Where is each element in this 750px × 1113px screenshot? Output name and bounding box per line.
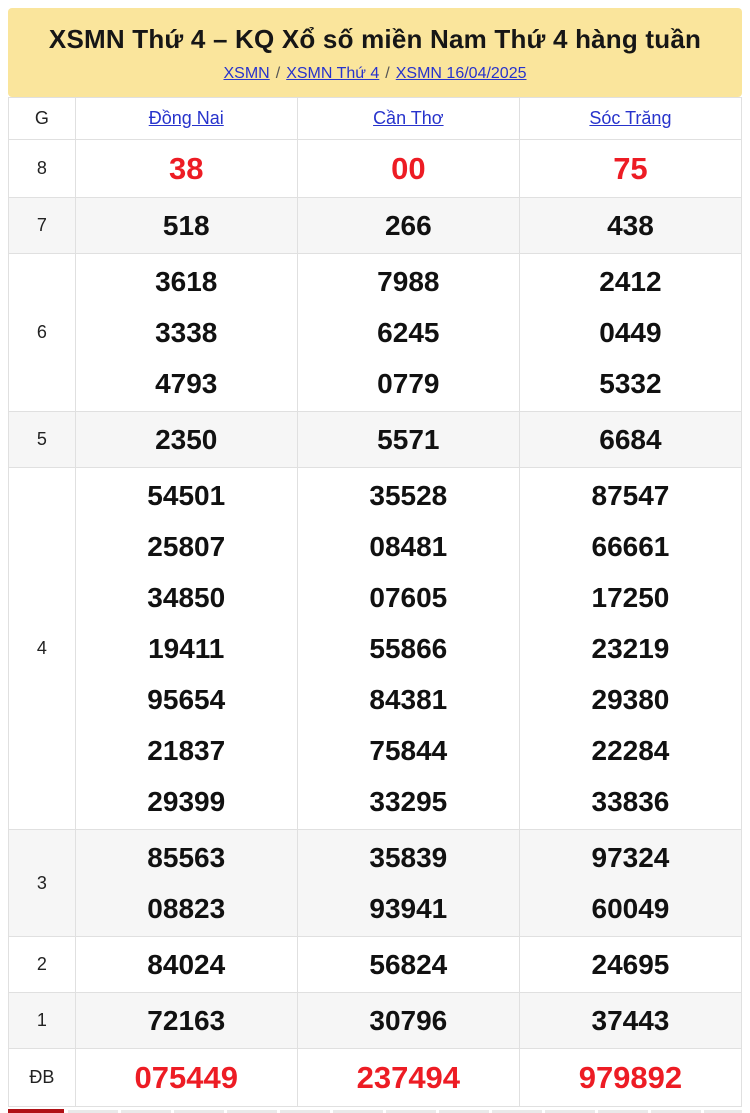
column-header-soc-trang	[519, 98, 741, 140]
prize-cell	[75, 830, 297, 937]
prize-number: 37443	[591, 1005, 670, 1036]
prize-number: 08481	[369, 531, 448, 562]
prize-cell	[75, 993, 297, 1049]
prize-number: 6245	[377, 317, 440, 348]
prize-number: 97324	[591, 842, 670, 873]
prize-number: 23219	[591, 633, 670, 664]
prize-number: 33836	[591, 786, 670, 817]
prize-number: 66661	[591, 531, 670, 562]
prize-cell	[75, 140, 297, 198]
prize-number: 21837	[147, 735, 226, 766]
prize-number: 266	[384, 210, 432, 241]
prize-cell	[297, 254, 519, 412]
cutoff-next-section	[8, 1108, 742, 1113]
prize-number: 08823	[147, 893, 226, 924]
dong-nai-link[interactable]: Đồng Nai	[148, 108, 224, 128]
prize-tier-label: 8	[9, 140, 76, 198]
prize-row-5	[9, 412, 742, 468]
prize-row-ĐB	[9, 1049, 742, 1107]
prize-cell	[519, 412, 741, 468]
prize-number: 33295	[369, 786, 448, 817]
prize-number: 24695	[591, 949, 670, 980]
prize-number: 75	[613, 151, 648, 186]
prize-cell	[75, 937, 297, 993]
prize-cell	[75, 468, 297, 830]
prize-number: 07605	[369, 582, 448, 613]
breadcrumb-link-xsmn[interactable]: XSMN	[223, 65, 270, 82]
prize-tier-label: 6	[9, 254, 76, 412]
prize-row-4	[9, 468, 742, 830]
breadcrumb-link-xsmn-date[interactable]: XSMN 16/04/2025	[395, 65, 527, 82]
prize-row-2	[9, 937, 742, 993]
prize-number: 84381	[369, 684, 448, 715]
prize-tier-label: 3	[9, 830, 76, 937]
active-tab-underline	[8, 1109, 64, 1113]
prize-number: 35839	[369, 842, 448, 873]
prize-number: 2412	[599, 266, 662, 297]
prize-number: 56824	[369, 949, 448, 980]
prize-cell	[75, 412, 297, 468]
prize-cell	[297, 937, 519, 993]
prize-row-6	[9, 254, 742, 412]
prize-tier-label: 1	[9, 993, 76, 1049]
breadcrumb-separator: /	[275, 65, 281, 82]
prize-cell	[297, 830, 519, 937]
prize-number: 25807	[147, 531, 226, 562]
prize-cell	[297, 468, 519, 830]
prize-cell	[75, 254, 297, 412]
breadcrumb-separator: /	[385, 65, 390, 82]
prize-number: 75844	[369, 735, 448, 766]
prize-number: 29399	[147, 786, 226, 817]
prize-number: 30796	[369, 1005, 448, 1036]
results-header-row	[9, 98, 742, 140]
prize-number: 979892	[578, 1060, 683, 1095]
prize-cell	[519, 254, 741, 412]
prize-row-7	[9, 198, 742, 254]
prize-number: 38	[168, 151, 204, 186]
header-panel	[8, 8, 742, 97]
prize-number: 4793	[155, 368, 218, 399]
prize-number: 84024	[147, 949, 226, 980]
prize-tier-label: 2	[9, 937, 76, 993]
prize-number: 6684	[599, 424, 662, 455]
corner-header-g: G	[9, 98, 76, 140]
prize-cell	[519, 993, 741, 1049]
prize-number: 55866	[369, 633, 448, 664]
prize-number: 0779	[377, 368, 440, 399]
prize-number: 35528	[369, 480, 448, 511]
prize-number: 60049	[591, 893, 670, 924]
prize-tier-label: ĐB	[9, 1049, 76, 1107]
prize-cell	[297, 198, 519, 254]
prize-cell	[297, 1049, 519, 1107]
column-header-dong-nai	[75, 98, 297, 140]
prize-number: 72163	[147, 1005, 226, 1036]
results-body	[9, 140, 742, 1107]
page-title: XSMN Thứ 4 – KQ Xổ số miền Nam Thứ 4 hàng tuần	[48, 24, 702, 54]
prize-number: 22284	[591, 735, 670, 766]
prize-cell	[519, 937, 741, 993]
prize-number: 0449	[599, 317, 662, 348]
prize-row-3	[9, 830, 742, 937]
prize-number: 075449	[134, 1060, 238, 1095]
prize-tier-label: 7	[9, 198, 76, 254]
prize-tier-label: 4	[9, 468, 76, 830]
prize-cell	[75, 1049, 297, 1107]
prize-cell	[297, 140, 519, 198]
prize-number: 518	[162, 210, 210, 241]
prize-cell	[519, 140, 741, 198]
prize-number: 3338	[155, 317, 218, 348]
prize-number: 85563	[147, 842, 226, 873]
prize-number: 438	[607, 210, 654, 241]
prize-cell	[519, 1049, 741, 1107]
prize-number: 93941	[369, 893, 448, 924]
results-table	[8, 97, 742, 1107]
breadcrumb	[18, 64, 732, 83]
prize-cell	[75, 198, 297, 254]
prize-cell	[297, 993, 519, 1049]
prize-number: 19411	[148, 633, 225, 664]
prize-cell	[519, 468, 741, 830]
prize-row-1	[9, 993, 742, 1049]
prize-number: 34850	[147, 582, 226, 613]
prize-number: 00	[391, 151, 426, 186]
prize-number: 5571	[377, 424, 440, 455]
prize-number: 7988	[377, 266, 440, 297]
prize-number: 29380	[591, 684, 670, 715]
prize-number: 237494	[356, 1060, 461, 1095]
prize-row-8	[9, 140, 742, 198]
prize-number: 17250	[591, 582, 670, 613]
prize-cell	[519, 830, 741, 937]
soc-trang-link[interactable]: Sóc Trăng	[589, 108, 672, 128]
prize-cell	[519, 198, 741, 254]
prize-number: 87547	[591, 480, 670, 511]
prize-tier-label: 5	[9, 412, 76, 468]
prize-number: 2350	[155, 424, 218, 455]
column-header-can-tho	[297, 98, 519, 140]
prize-number: 5332	[599, 368, 662, 399]
prize-number: 95654	[147, 684, 226, 715]
breadcrumb-link-xsmn-thu-4[interactable]: XSMN Thứ 4	[286, 65, 380, 82]
prize-number: 54501	[147, 480, 226, 511]
prize-number: 3618	[155, 266, 218, 297]
can-tho-link[interactable]: Cần Thơ	[373, 108, 444, 128]
prize-cell	[297, 412, 519, 468]
